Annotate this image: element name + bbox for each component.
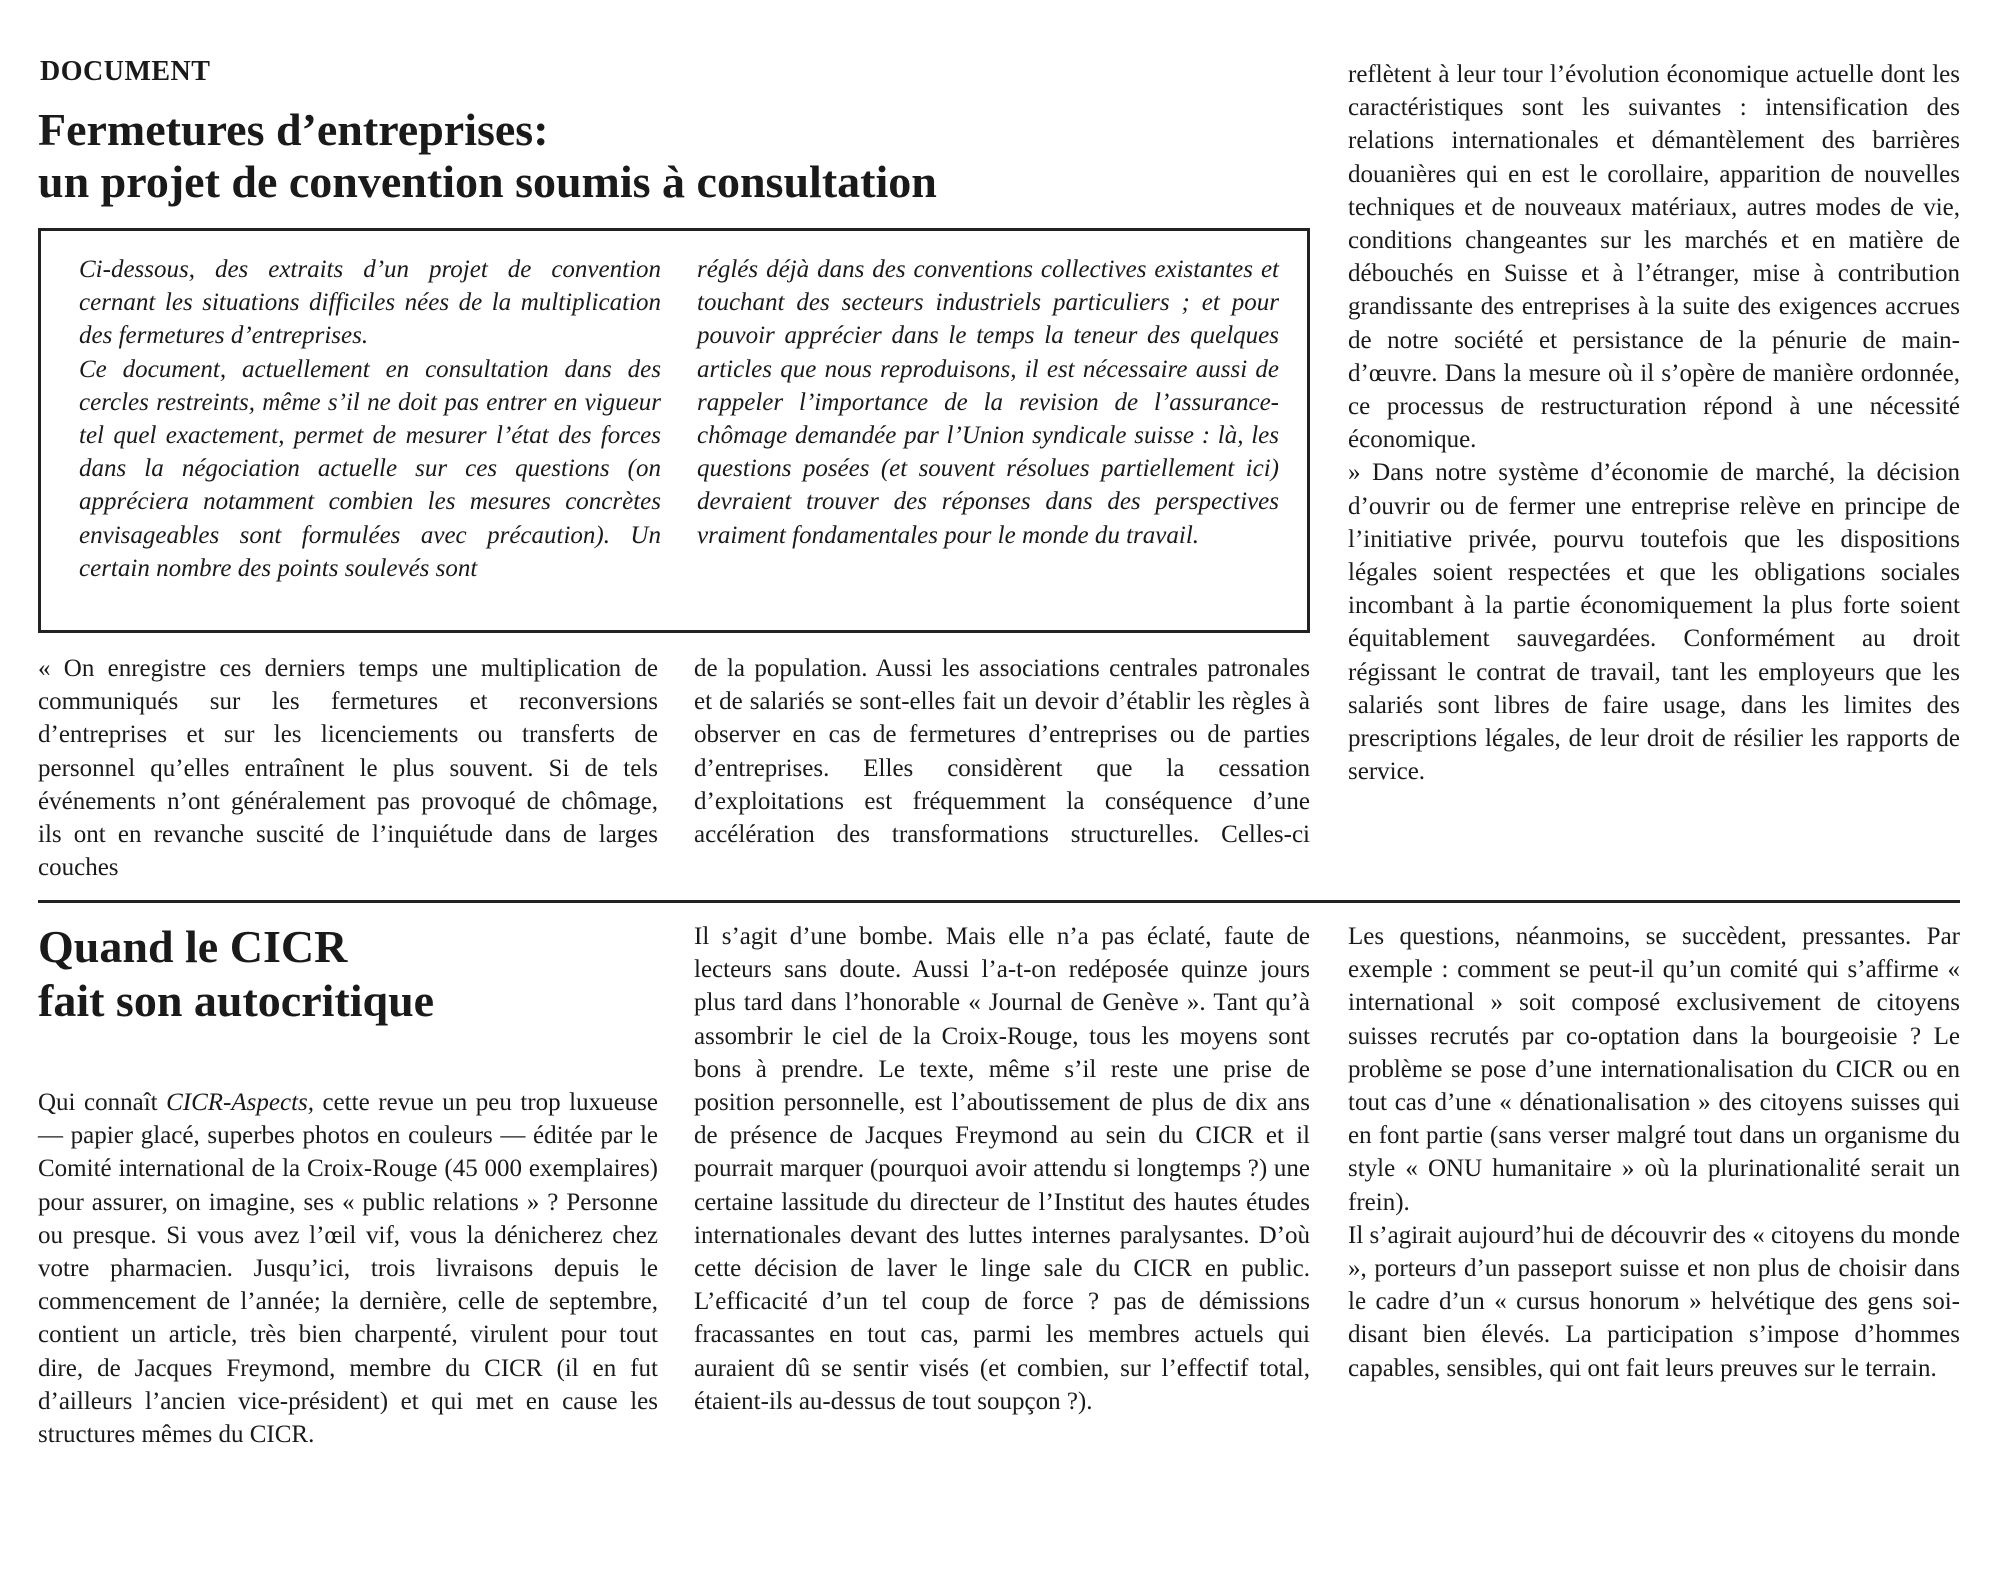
intro-paragraph: réglés déjà dans des conventions collectives existantes et touchant des secteurs industriels particuliers ; et pour pouvoir apprécier dans le temps la teneur des quelques articles que nous reproduisons, il est nécessaire aussi de rappeler l’importance de la revision de l’assurance-chômage demandée par l’Union syndicale suisse : là, les questions posées (et souvent résolues partiellement ici) devraient trouver des réponses dans des perspectives vraiment fondamentales pour le monde du travail. — [697, 256, 1279, 549]
intro-paragraph: Ce document, actuellement en consultation dans des cercles restreints, même s’il ne doit pas entrer en vigueur tel quel exactement, permet de mesurer l’état des forces dans la négociation actuelle sur ces questions (on appréciera notamment combien les mesures concrètes envisageables sont formulées avec précaution). Un certain nombre des points soulevés sont — [79, 355, 661, 582]
body-paragraph: Les questions, néanmoins, se succèdent, pressantes. Par exemple : comment se peut-il qu’un comité qui s’affirme « international » soit composé exclusivement de citoyens suisses recrutés par co-optation dans la bourgeoisie ? Le problème se pose d’une internationalisation du CICR ou en tout cas d’une « dénationalisation » des citoyens suisses qui en font partie (sans verser malgré tout dans un organisme du style « ONU humanitaire » où la plurinationalité serait un frein). — [1348, 923, 1960, 1216]
body-paragraph: Il s’agirait aujourd’hui de découvrir des « citoyens du monde », porteurs d’un passeport suisse et non plus de choisir dans le cadre d’un « cursus honorum » helvétique des gens soi-disant bien élevés. La participation s’impose d’hommes capables, sensibles, qui ont fait leurs preuves sur le terrain. — [1348, 1221, 1960, 1382]
headline-line-1: Quand le CICR — [38, 921, 348, 972]
intro-paragraph: Ci-dessous, des extraits d’un projet de convention cernant les situations difficiles nées de la multiplication des fermetures d’entreprises. — [79, 256, 661, 350]
section-kicker: DOCUMENT — [40, 56, 211, 87]
body-paragraph: reflètent à leur tour l’évolution économique actuelle dont les caractéristiques sont les suivantes : intensification des relations internationales et démantèlement des barrières douanières qui en est le corollaire, apparition de nouvelles techniques et de nouveaux matériaux, autres modes de vie, conditions changeantes sur les marchés et en matière de débouchés en Suisse et à l’étranger, mise à contribution grandissante des entreprises à la suite des exigences accrues de notre société et persistance de la pénurie de main-d’œuvre. Dans la mesure où il s’opère de manière ordonnée, ce processus de restructuration répond à une nécessité économique. — [1348, 61, 1960, 454]
section-divider — [38, 900, 1960, 903]
headline-line-1: Fermetures d’entreprises: — [38, 104, 549, 155]
article2-column-1 — [38, 1086, 658, 1451]
article2-column-3 — [1348, 920, 1960, 1385]
body-paragraph: » Dans notre système d’économie de marché, la décision d’ouvrir ou de fermer une entreprise relève en principe de l’initiative privée, pourvu toutefois que les dispositions légales soient respectées et que les obligations sociales incombant à la partie économiquement la plus forte soient équitablement sauvegardées. Conformément au droit régissant le contrat de travail, tant les employeurs que les salariés sont libres de faire usage, dans les limites des prescriptions légales, de leur droit de résilier les rapports de service. — [1348, 459, 1960, 786]
headline-line-2: un projet de convention soumis à consultation — [38, 156, 937, 207]
body-paragraph: Il s’agit d’une bombe. Mais elle n’a pas éclaté, faute de lecteurs sans doute. Aussi l’a-t-on redéposée quinze jours plus tard dans l’honorable « Journal de Genève ». Tant qu’à assombrir le ciel de la Croix-Rouge, tous les moyens sont bons à prendre. Le texte, même s’il reste une prise de position personnelle, est l’aboutissement de plus de dix ans de présence de Jacques Freymond au sein du CICR et il pourrait marquer (pourquoi avoir attendu si longtemps ?) une certaine lassitude du directeur de l’Institut des hautes études internationales devant des luttes internes paralysantes. D’où cette décision de laver le linge sale du CICR en public. L’efficacité d’un tel coup de force ? pas de démissions fracassantes en tout cas, parmi les membres actuels qui auraient dû se sentir visés (et combien, sur l’effectif total, étaient-ils au-dessus de tout soupçon ?). — [694, 923, 1310, 1415]
article-headline — [38, 920, 434, 1028]
body-paragraph: de la population. Aussi les associations centrales patronales et de salariés se sont-elles fait un devoir d’établir les règles à observer en cas de fermetures d’entreprises ou de parties d’entreprises. Elles considèrent que la cessation d’exploitations est fréquemment la conséquence d’une accélération des transformations structurelles. Celles-ci — [694, 655, 1310, 849]
body-paragraph: « On enregistre ces derniers temps une multiplication de communiqués sur les fermetures et reconversions d’entreprises et sur les licenciements ou transferts de personnel qu’elles entraînent le plus souvent. Si de tels événements n’ont généralement pas provoqué de chômage, ils ont en revanche suscité de l’inquiétude dans de larges couches — [38, 655, 658, 882]
article1-column-3 — [1348, 58, 1960, 788]
article-headline — [38, 104, 937, 208]
text-run: cette revue un peu trop luxueuse — papier glacé, superbes photos en couleurs — éditée par le Comité international de la Croix-Rouge (45 000 exemplaires) pour assurer, on imagine, ses « public relations » ? Personne ou presque. Si vous avez l’œil vif, vous la dénicherez chez votre pharmacien. Jusqu’ici, trois livraisons depuis le commencement de l’année; la dernière, celle de septembre, contient un article, très bien charpenté, virulent pour tout dire, de Jacques Freymond, membre du CICR (il en fut d’ailleurs l’ancien vice-président) et qui met en cause les structures mêmes du CICR. — [38, 1089, 658, 1449]
intro-column-right — [697, 253, 1279, 552]
intro-column-left — [79, 253, 661, 585]
publication-title: CICR-Aspects, — [166, 1089, 314, 1116]
body-paragraph — [38, 1086, 658, 1451]
article2-column-2 — [694, 920, 1310, 1418]
headline-line-2: fait son autocritique — [38, 975, 435, 1026]
article1-column-2 — [694, 652, 1310, 851]
text-run: Qui connaît — [38, 1089, 167, 1116]
article1-column-1 — [38, 652, 658, 884]
intro-box — [38, 228, 1310, 633]
